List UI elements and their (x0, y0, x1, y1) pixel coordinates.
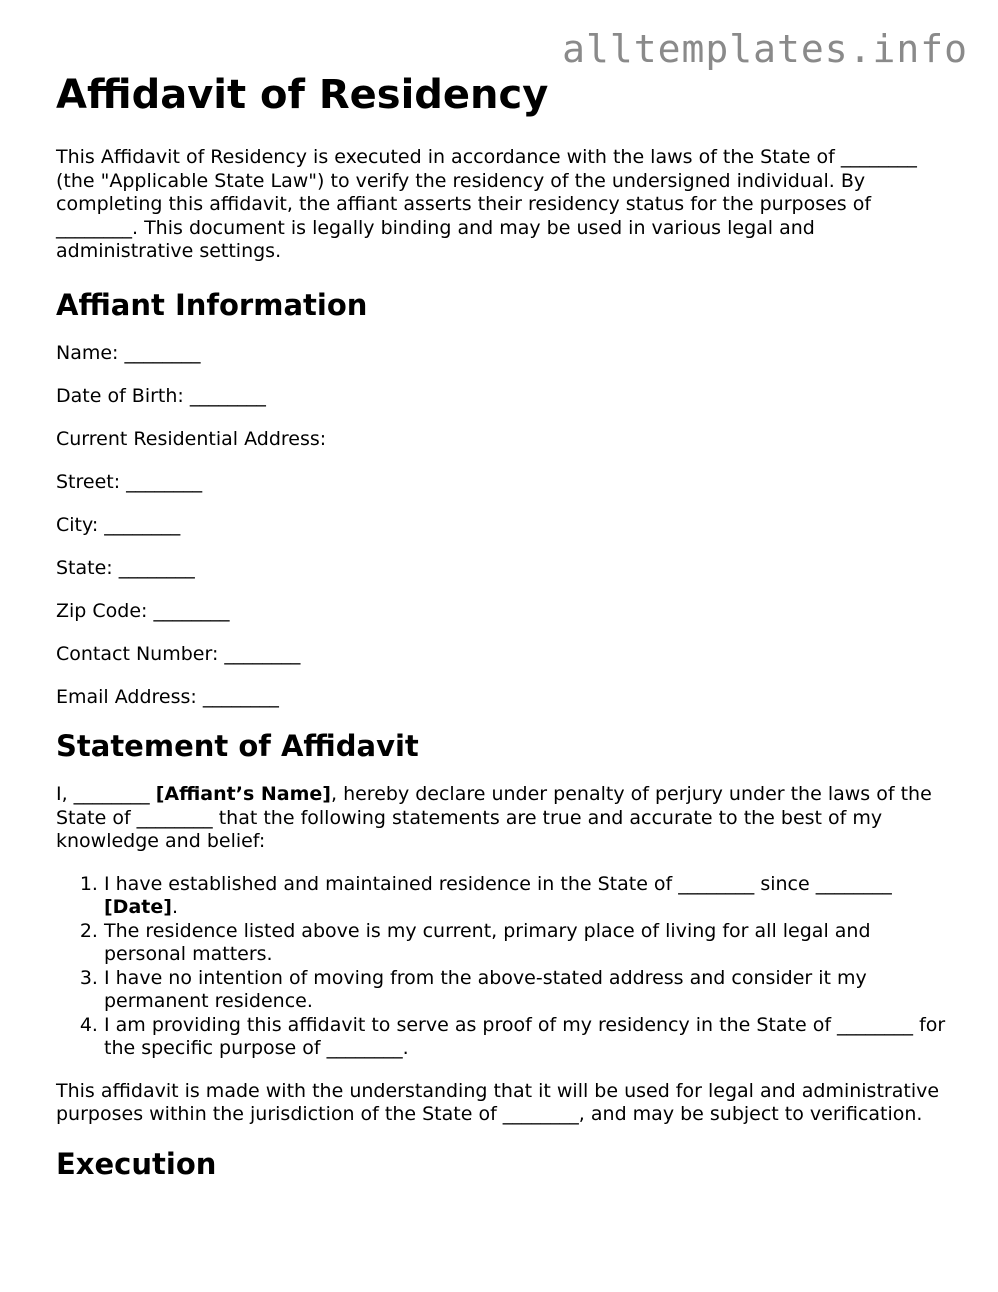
declaration-paragraph (56, 783, 956, 854)
list-item-text: The residence listed above is my current, primary place of living for all legal and personal matters. (104, 919, 871, 965)
affiant-information-heading: Affiant Information (56, 287, 368, 322)
field-email-address: Email Address: ________ (56, 685, 279, 708)
date-placeholder: [Date] (104, 896, 172, 918)
field-city: City: ________ (56, 513, 181, 536)
list-item-text: I am providing this affidavit to serve as proof of my residency in the State of ________ for the specific purpose of ________. (104, 1013, 946, 1059)
statement-list (56, 873, 956, 1061)
intro-paragraph: This Affidavit of Residency is executed in accordance with the laws of the State of ________ (the "Applicable State Law") to verify the residency of the undersigned individual. By completing this affidavit, the affiant asserts their residency status for the purposes of ________. This document is legally binding and may be used in various legal and administrative settings. (56, 146, 917, 262)
statement-heading: Statement of Affidavit (56, 729, 419, 763)
list-item (104, 967, 956, 1014)
declaration-suffix: , hereby declare under penalty of perjury under the laws of the State of ________ that the following statements are true and accurate to the best of my knowledge and belief: (56, 783, 932, 852)
field-current-address-label: Current Residential Address: (56, 427, 327, 450)
list-item (104, 920, 956, 967)
closing-paragraph: This affidavit is made with the understanding that it will be used for legal and administrative purposes within the jurisdiction of the State of ________, and may be subject to verification. (56, 1079, 940, 1125)
field-zip-code: Zip Code: ________ (56, 599, 230, 622)
list-item-end: . (171, 896, 178, 918)
execution-heading: Execution (56, 1146, 217, 1181)
field-contact-number: Contact Number: ________ (56, 642, 301, 665)
affiant-fields (56, 342, 956, 710)
watermark: alltemplates.info (562, 27, 968, 71)
list-item-text: I have established and maintained residence in the State of ________ since ________ (104, 872, 892, 895)
field-state: State: ________ (56, 556, 195, 579)
field-street: Street: ________ (56, 470, 203, 493)
declaration-prefix: I, ________ (56, 783, 156, 805)
list-item (104, 1014, 956, 1061)
field-name: Name: ________ (56, 341, 201, 364)
affiant-name-placeholder: [Affiant’s Name] (155, 783, 331, 805)
field-date-of-birth: Date of Birth: ________ (56, 384, 266, 407)
list-item (104, 873, 956, 920)
document-page (56, 72, 956, 1181)
page-title: Affidavit of Residency (56, 72, 549, 118)
list-item-text: I have no intention of moving from the above-stated address and consider it my permanent residence. (104, 966, 867, 1012)
